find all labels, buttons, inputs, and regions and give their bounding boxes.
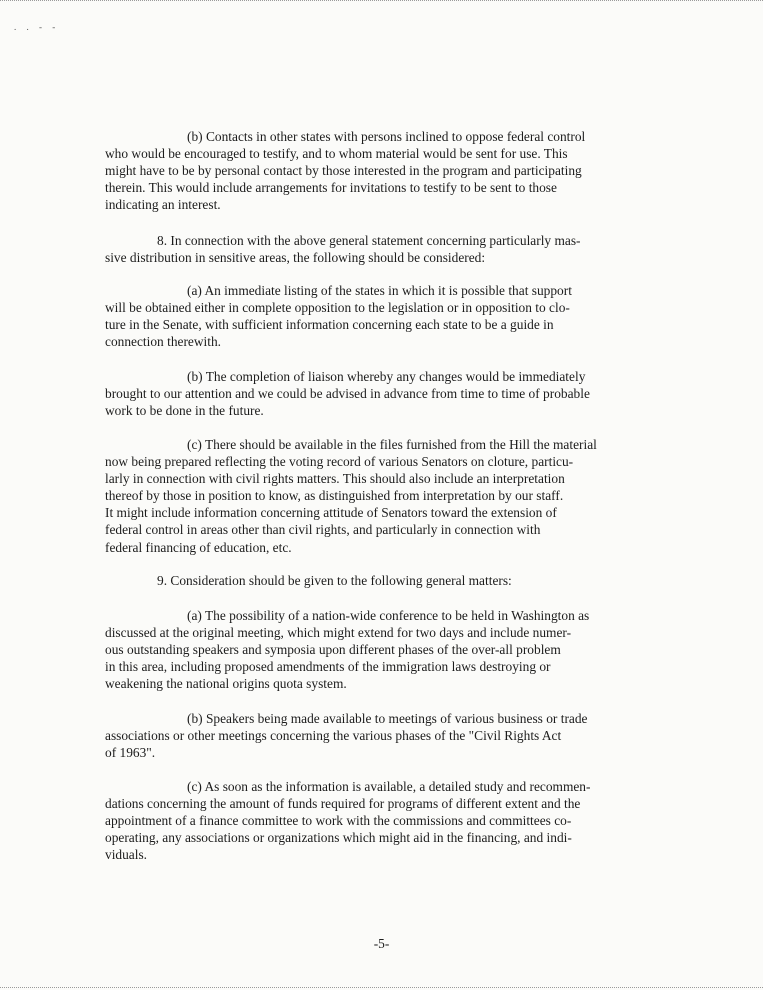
text-line: federal control in areas other than civil rights, and particularly in connection with [105, 522, 541, 538]
text-line: viduals. [105, 847, 148, 863]
top-dotted-rule [0, 0, 763, 1]
corner-marks: . . - - [14, 22, 60, 32]
text-line: might have to be by personal contact by those interested in the program and participating [105, 163, 582, 179]
text-line: work to be done in the future. [105, 403, 264, 419]
text-line: (b) Contacts in other states with persons inclined to oppose federal control [187, 129, 586, 144]
text-line: in this area, including proposed amendments of the immigration laws destroying or [105, 659, 551, 675]
text-line: (c) There should be available in the files furnished from the Hill the material [187, 437, 597, 452]
text-line: 8. In connection with the above general statement concerning particularly mas- [157, 233, 581, 248]
text-line: 9. Consideration should be given to the following general matters: [157, 573, 512, 588]
text-line: dations concerning the amount of funds required for programs of different extent and the [105, 796, 581, 812]
text-line: discussed at the original meeting, which might extend for two days and include numer- [105, 625, 572, 641]
paragraph-7b [105, 128, 715, 213]
paragraph-9a [105, 607, 715, 692]
text-line: thereof by those in position to know, as distinguished from interpretation by our staff. [105, 488, 564, 504]
text-line: sive distribution in sensitive areas, the following should be considered: [105, 250, 486, 266]
text-line: indicating an interest. [105, 197, 221, 213]
text-line: (a) An immediate listing of the states in which it is possible that support [187, 283, 572, 298]
text-line: appointment of a finance committee to work with the commissions and committees co- [105, 813, 572, 829]
page-number: -5- [373, 936, 390, 951]
text-line: therein. This would include arrangements for invitations to testify to be sent to those [105, 180, 557, 196]
text-line: ous outstanding speakers and symposia upon different phases of the over-all problem [105, 642, 561, 658]
text-line: connection therewith. [105, 334, 222, 350]
text-line: weakening the national origins quota system. [105, 676, 347, 692]
text-line: (c) As soon as the information is available, a detailed study and recommen- [187, 779, 591, 794]
text-line: associations or other meetings concerning the various phases of the "Civil Rights Act [105, 728, 562, 744]
text-line: of 1963". [105, 745, 156, 761]
paragraph-9c [105, 778, 715, 863]
text-line: (a) The possibility of a nation-wide conference to be held in Washington as [187, 608, 590, 623]
paragraph-9 [105, 572, 715, 589]
text-line: now being prepared reflecting the voting record of various Senators on cloture, particu- [105, 454, 574, 470]
text-line: operating, any associations or organizations which might aid in the financing, and indi- [105, 830, 572, 846]
text-line: It might include information concerning attitude of Senators toward the extension of [105, 505, 557, 521]
text-line: brought to our attention and we could be advised in advance from time to time of probable [105, 386, 590, 402]
text-line: ture in the Senate, with sufficient information concerning each state to be a guide in [105, 317, 554, 333]
text-line: who would be encouraged to testify, and to whom material would be sent for use. This [105, 146, 568, 162]
text-line: will be obtained either in complete opposition to the legislation or in opposition to clo- [105, 300, 570, 316]
text-line: (b) The completion of liaison whereby any changes would be immediately [187, 369, 586, 384]
text-line: larly in connection with civil rights matters. This should also include an interpretation [105, 471, 565, 487]
paragraph-8a [105, 282, 715, 350]
text-line: federal financing of education, etc. [105, 539, 292, 555]
text-line: (b) Speakers being made available to meetings of various business or trade [187, 711, 588, 726]
paragraph-8b [105, 368, 715, 419]
paragraph-9b [105, 710, 715, 761]
paragraph-8c [105, 436, 715, 556]
bottom-dotted-rule [0, 987, 763, 988]
paragraph-8 [105, 232, 715, 266]
